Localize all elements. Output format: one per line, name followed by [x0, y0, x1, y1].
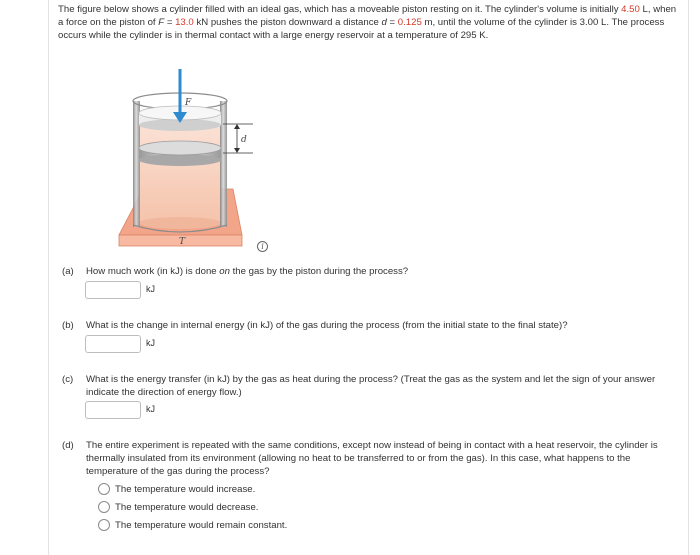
force-arrow	[173, 69, 187, 123]
distance-value: 0.125	[397, 17, 422, 28]
info-icon[interactable]: i	[257, 241, 268, 252]
radio-button[interactable]	[98, 501, 110, 513]
problem-statement: The figure below shows a cylinder filled with an ideal gas, which has a moveable piston resting on it. The cylinder's volume is initially 4.50 L, when a force on the piston of F = 13.0 kN pushes the piston downward a distance d = 0.125 m, until the volume of the cylinder is 3.00 L. The process occurs while the cylinder is in thermal contact with a large energy reservoir at a temperature of 295 K.	[58, 4, 677, 41]
answer-b-unit: kJ	[146, 338, 155, 348]
answer-c-input[interactable]	[85, 401, 141, 419]
right-page-border	[688, 0, 689, 555]
question-d-label: (d)	[62, 440, 74, 451]
cylinder-piston-figure	[115, 65, 260, 250]
option-label: The temperature would remain constant.	[115, 520, 288, 531]
question-c-text: What is the energy transfer (in kJ) by the gas as heat during the process? (Treat the gas as the system and let the sign of your answer indicate the direction of energy flow.)	[86, 374, 656, 398]
option-label: The temperature would increase.	[115, 484, 256, 495]
radio-button[interactable]	[98, 483, 110, 495]
question-c-label: (c)	[62, 374, 74, 385]
answer-a	[85, 281, 265, 301]
question-d-text: The entire experiment is repeated with the same conditions, except now instead of being in contact with a heat reservoir, the cylinder is thermally insulated from its environment (allowing no heat to be transferred to or from the gas). In this case, what happens to the temperature of the gas during the process?	[86, 440, 658, 477]
radio-button[interactable]	[98, 519, 110, 531]
reservoir-label: T	[179, 237, 186, 247]
final-piston	[139, 141, 221, 166]
question-b-label: (b)	[62, 320, 74, 331]
cylinder-left-wall	[133, 101, 140, 227]
distance-label: d	[241, 135, 247, 145]
force-label: F	[185, 98, 192, 108]
answer-a-unit: kJ	[146, 284, 155, 294]
answer-b	[85, 335, 265, 355]
displacement-indicator	[223, 124, 253, 153]
left-page-border	[48, 0, 49, 555]
cylinder-right-wall	[220, 101, 227, 227]
answer-a-input[interactable]	[85, 281, 141, 299]
answer-c	[85, 401, 265, 421]
question-a-label: (a)	[62, 266, 74, 277]
cylinder-illustration	[115, 65, 260, 250]
force-value: 13.0	[175, 17, 194, 28]
option-label: The temperature would decrease.	[115, 502, 259, 513]
question-b-text: What is the change in internal energy (in kJ) of the gas during the process (from the initial state to the final state)?	[86, 320, 568, 331]
gas-region	[139, 119, 221, 223]
answer-c-unit: kJ	[146, 404, 155, 414]
question-a-text: How much work (in kJ) is done on the gas by the piston during the process?	[86, 266, 409, 277]
answer-b-input[interactable]	[85, 335, 141, 353]
initial-volume-value: 4.50	[621, 4, 640, 15]
